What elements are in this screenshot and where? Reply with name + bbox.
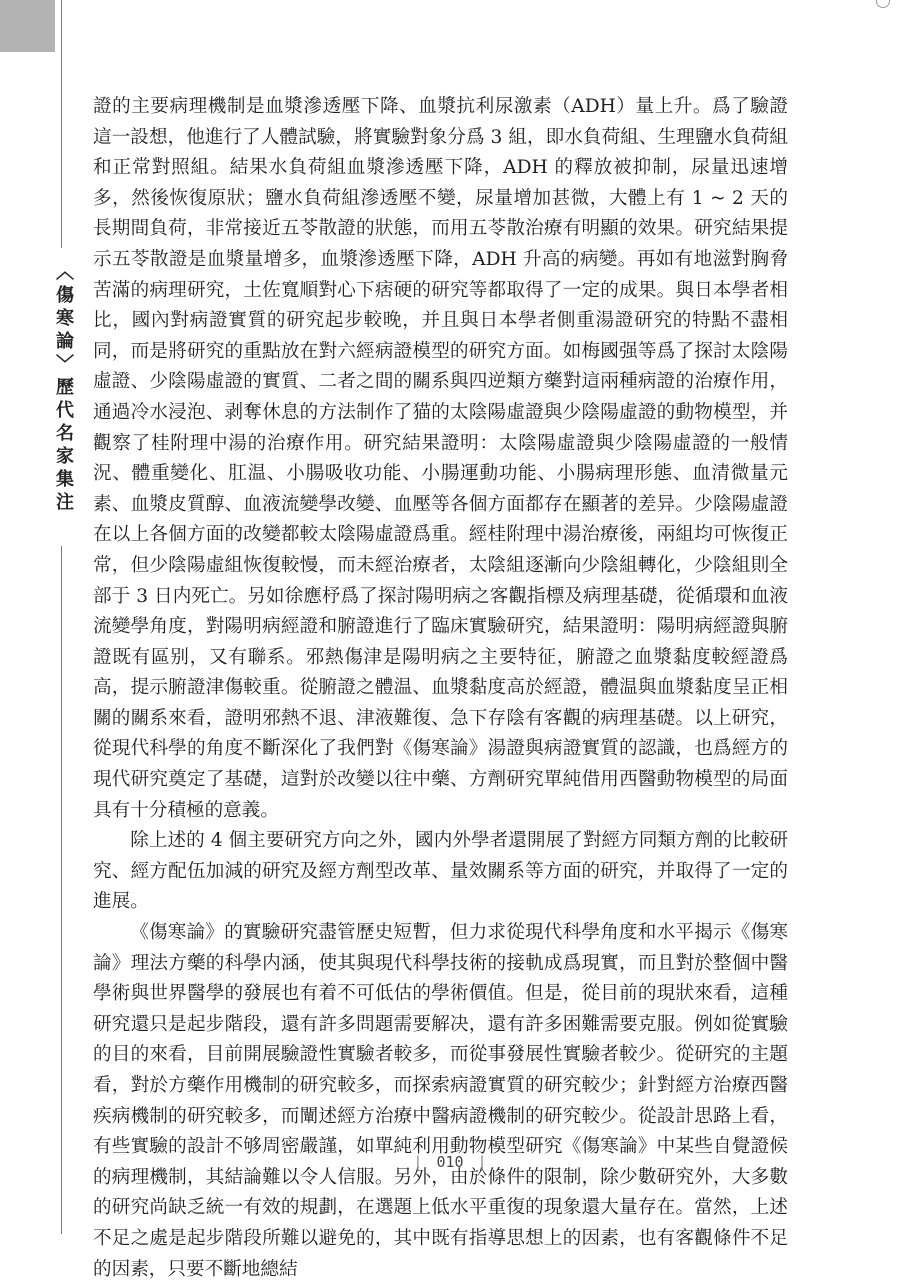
- paragraph-3: 《傷寒論》的實驗研究盡管歷史短暫，但力求從現代科學角度和水平揭示《傷寒論》理法方藥的科學内涵，使其與現代科學技術的接軌成爲現實，而且對於整個中醫學術與世界醫學的發展也有着不可低估的學術價值。但是，從目前的現狀來看，這種研究還只是起步階段，還有許多問題需要解决，還有許多困難需要克服。例如從實驗的目的來看，目前開展驗證性實驗者較多，而從事發展性實驗者較少。從研究的主題看，對於方藥作用機制的研究較多，而探索病證實質的研究較少；針對經方治療西醫疾病機制的研究較多，而闡述經方治療中醫病證機制的研究較少。從設計思路上看，有些實驗的設計不够周密嚴謹，如單純利用動物模型研究《傷寒論》中某些自覺證候的病理機制，其結論難以令人信服。另外，由於條件的限制，除少數研究外，大多數的研究尚缺乏統一有效的規劃，在選題上低水平重復的現象還大量存在。當然，上述不足之處是起步階段所難以避免的，其中既有指導思想上的因素，也有客觀條件不足的因素，只要不斷地總結: [93, 922, 788, 1280]
- page-body: [93, 92, 788, 1285]
- footer-divider-right: |: [477, 1153, 487, 1171]
- footer-divider-left: |: [413, 1153, 423, 1171]
- page-footer: [0, 1153, 900, 1171]
- margin-rule-top: [61, 0, 62, 248]
- book-title-vertical: 〈傷寒論〉歷代名家集注: [53, 262, 74, 515]
- margin-rule-bottom: [61, 546, 62, 1234]
- paragraph-1: 證的主要病理機制是血漿滲透壓下降、血漿抗利尿激素（ADH）量上升。爲了驗證這一設想，他進行了人體試驗，將實驗對象分爲 3 組，即水負荷組、生理鹽水負荷組和正常對照組。結果水負荷組血漿滲透壓下降，ADH 的釋放被抑制，尿量迅速增多，然後恢復原狀；鹽水負荷組滲透壓不變，尿量增加甚微，大體上有 1 ~ 2 天的長期間負荷，非常接近五苓散證的狀態，而用五苓散治療有明顯的效果。研究結果提示五苓散證是血漿量增多，血漿滲透壓下降，ADH 升高的病變。再如有地滋對胸脅苦滿的病理研究，土佐寬順對心下痞硬的研究等都取得了一定的成果。與日本學者相比，國內對病證實質的研究起步較晚，并且與日本學者側重湯證研究的特點不盡相同，而是將研究的重點放在對六經病證模型的研究方面。如梅國强等爲了探討太陰陽虛證、少陰陽虛證的實質、二者之間的關系與四逆類方藥對這兩種病證的治療作用，通過冷水浸泡、剥奪休息的方法制作了猫的太陰陽虛證與少陰陽虛證的動物模型，并觀察了桂附理中湯的治療作用。研究結果證明：太陰陽虛證與少陰陽虛證的一般情況、體重變化、肛温、小腸吸收功能、小腸運動功能、小腸病理形態、血清微量元素、血漿皮質醇、血液流變學改變、血壓等各個方面都存在顯著的差异。少陰陽虛證在以上各個方面的改變都較太陰陽虛證爲重。經桂附理中湯治療後，兩組均可恢復正常，但少陰陽虛組恢復較慢，而未經治療者，太陰組逐漸向少陰組轉化，少陰組則全部于 3 日内死亡。另如徐應杼爲了探討陽明病之客觀指標及病理基礎，從循環和血液流變學角度，對陽明病經證和腑證進行了臨床實驗研究，結果證明：陽明病經證與腑證既有區别，又有聯系。邪熱傷津是陽明病之主要特征，腑證之血漿黏度較經證爲高，提示腑證津傷較重。從腑證之體温、血漿黏度高於經證，體温與血漿黏度呈正相關的關系來看，證明邪熱不退、津液難復、急下存陰有客觀的病理基礎。以上研究，從現代科學的角度不斷深化了我們對《傷寒論》湯證與病證實質的認識，也爲經方的現代研究奠定了基礎，這對於改變以往中藥、方劑研究單純借用西醫動物模型的局面具有十分積極的意義。: [93, 96, 788, 821]
- paragraph-2: 除上述的 4 個主要研究方向之外，國内外學者還開展了對經方同類方劑的比較研究、經方配伍加減的研究及經方劑型改革、量效關系等方面的研究，并取得了一定的進展。: [93, 830, 788, 913]
- page-number: 010: [436, 1153, 464, 1171]
- registration-mark: [876, 0, 890, 8]
- chapter-tab: [0, 0, 55, 52]
